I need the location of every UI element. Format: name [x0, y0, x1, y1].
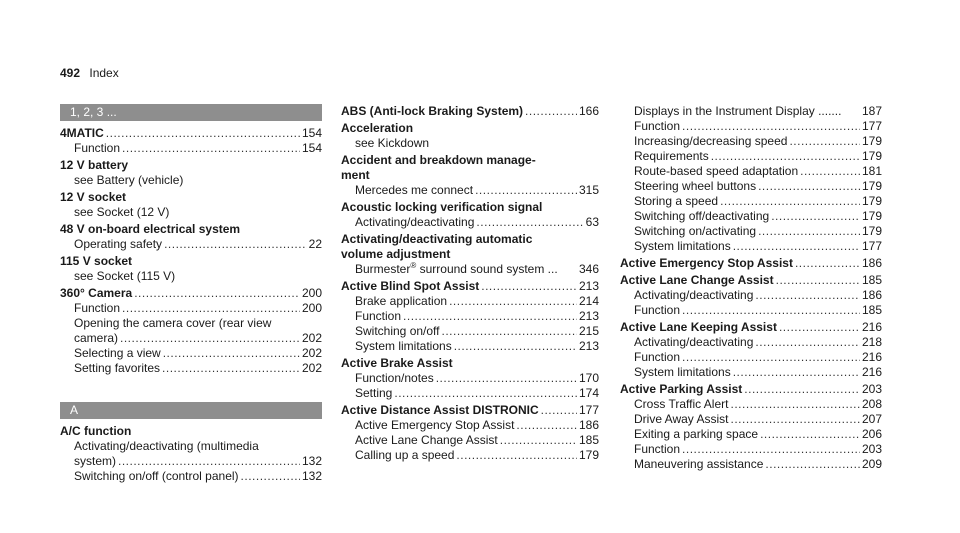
sub-entry-cont: camera) [74, 331, 119, 345]
entry-heading: 12 V battery [60, 158, 129, 172]
sub-entry: Cross Traffic Alert [634, 397, 729, 411]
entry-heading-cont: ment [341, 168, 370, 182]
page-ref[interactable]: 213 [578, 309, 599, 323]
page-ref[interactable]: 207 [861, 412, 882, 426]
entry-heading: 360° Camera [60, 286, 133, 300]
page-ref[interactable]: 206 [861, 427, 882, 441]
sub-entry: Activating/deactivating [634, 335, 754, 349]
sub-entry: Drive Away Assist [634, 412, 729, 426]
sub-entry-brand: Burmester [355, 262, 411, 276]
index-entry-lane-change [620, 273, 882, 318]
sub-entry: Mercedes me connect [355, 183, 474, 197]
page-title: Index [89, 66, 119, 80]
index-entry-parking-assist [620, 382, 882, 472]
page-ref[interactable]: 179 [861, 209, 882, 223]
sub-entry-rest: surround sound system ... [416, 262, 558, 276]
page-ref[interactable]: 186 [578, 418, 599, 432]
index-entry-abs [341, 104, 599, 119]
index-entry-ac-function [60, 424, 322, 484]
index-entry-auto-volume [341, 232, 599, 277]
index-entry-emergency-stop [620, 256, 882, 271]
page-ref[interactable]: 200 [301, 301, 322, 315]
page-ref[interactable]: 213 [578, 279, 599, 293]
sub-entry: Activating/deactivating [634, 288, 754, 302]
index-entry-brake-assist [341, 356, 599, 401]
sub-entry: Maneuvering assistance [634, 457, 764, 471]
sub-entry: Switching on/off (control panel) [74, 469, 239, 483]
sub-entry: Exiting a parking space [634, 427, 759, 441]
page-ref[interactable]: 202 [301, 361, 322, 375]
page-ref[interactable]: 215 [578, 324, 599, 338]
sub-entry: Opening the camera cover (rear view [74, 316, 272, 330]
page-ref[interactable]: 187 [861, 104, 882, 118]
page-ref[interactable]: 177 [578, 403, 599, 417]
page-ref[interactable]: 185 [861, 273, 882, 287]
entry-heading: Active Blind Spot Assist [341, 279, 480, 293]
sub-entry: Function [74, 301, 121, 315]
page-ref[interactable]: 174 [578, 386, 599, 400]
page-ref[interactable]: 208 [861, 397, 882, 411]
index-entry-acoustic-locking [341, 200, 599, 230]
entry-heading: Acceleration [341, 121, 414, 135]
page-ref[interactable]: 186 [861, 256, 882, 270]
section-header-a: A [60, 402, 322, 419]
sub-entry: Steering wheel buttons [634, 179, 757, 193]
index-column-1 [60, 104, 322, 486]
sub-entry: Function [74, 141, 121, 155]
page-ref[interactable]: 132 [301, 454, 322, 468]
sub-entry: Function [634, 350, 681, 364]
index-entry-4matic [60, 126, 322, 156]
see-reference[interactable]: see Battery (vehicle) [74, 173, 184, 187]
page-ref[interactable]: 216 [861, 350, 882, 364]
entry-heading: Active Brake Assist [341, 356, 453, 370]
sub-entry-cont: system) [74, 454, 116, 468]
page-ref[interactable]: 154 [301, 141, 322, 155]
entry-heading: Active Parking Assist [620, 382, 743, 396]
index-entry-distronic [341, 403, 599, 463]
page-ref[interactable]: 346 [578, 262, 599, 276]
entry-heading: ABS (Anti-lock Braking System) [341, 104, 524, 118]
sub-entry: Selecting a view [74, 346, 161, 360]
sub-entry: Requirements [634, 149, 709, 163]
page-ref[interactable]: 170 [578, 371, 599, 385]
sub-entry: Brake application [355, 294, 448, 308]
page-ref[interactable]: 179 [578, 448, 599, 462]
see-reference[interactable]: see Socket (12 V) [74, 205, 170, 219]
page-ref[interactable]: 186 [861, 288, 882, 302]
page-ref[interactable]: 209 [861, 457, 882, 471]
index-entry-360-camera [60, 286, 322, 376]
page-ref[interactable]: 200 [301, 286, 322, 300]
section-header-numbers: 1, 2, 3 ... [60, 104, 322, 121]
index-entry-accident-breakdown [341, 153, 599, 198]
sub-entry: Switching off/deactivating [634, 209, 770, 223]
page-ref[interactable]: 166 [578, 104, 599, 118]
entry-heading: Accident and breakdown manage- [341, 153, 536, 167]
sub-entry: Activating/deactivating [355, 215, 475, 229]
entry-heading: Acoustic locking verification signal [341, 200, 543, 214]
entry-heading: 115 V socket [60, 254, 133, 268]
entry-heading: A/C function [60, 424, 132, 438]
index-entry-distronic-cont [620, 104, 882, 254]
sub-entry [355, 262, 558, 277]
page-ref[interactable]: 179 [861, 224, 882, 238]
page-number: 492 [60, 66, 81, 80]
index-column-3 [620, 104, 882, 474]
index-entry-12v-socket [60, 190, 322, 220]
index-entry-lane-keeping [620, 320, 882, 380]
page-ref[interactable]: 213 [578, 339, 599, 353]
sub-entry: Activating/deactivating (multimedia [74, 439, 259, 453]
entry-heading-cont: volume adjustment [341, 247, 451, 261]
page-ref[interactable]: 63 [585, 215, 599, 229]
sub-entry: Setting favorites [74, 361, 161, 375]
index-entry-blind-spot [341, 279, 599, 354]
sub-entry: Function/notes [355, 371, 434, 385]
page-ref[interactable]: 181 [861, 164, 882, 178]
sub-entry: Active Lane Change Assist [355, 433, 498, 447]
page-ref[interactable]: 22 [308, 237, 322, 251]
page-ref[interactable]: 216 [861, 320, 882, 334]
page-ref[interactable]: 179 [861, 149, 882, 163]
sub-entry: Increasing/decreasing speed [634, 134, 788, 148]
entry-heading: Active Distance Assist DISTRONIC [341, 403, 539, 417]
entry-heading: Activating/deactivating automatic [341, 232, 533, 246]
sub-entry: Switching on/off [355, 324, 440, 338]
entry-heading: 48 V on-board electrical system [60, 222, 241, 236]
page-ref[interactable]: 214 [578, 294, 599, 308]
see-reference[interactable]: see Socket (115 V) [74, 269, 176, 283]
page-ref[interactable]: 203 [861, 442, 882, 456]
sub-entry: Function [634, 442, 681, 456]
see-reference[interactable]: see Kickdown [355, 136, 430, 150]
page-ref[interactable]: 185 [578, 433, 599, 447]
sub-entry: Function [634, 303, 681, 317]
index-entry-48v [60, 222, 322, 252]
sub-entry: Calling up a speed [355, 448, 455, 462]
entry-heading: 12 V socket [60, 190, 127, 204]
sub-entry: Storing a speed [634, 194, 719, 208]
index-column-2 [341, 104, 599, 465]
page-ref[interactable]: 177 [861, 239, 882, 253]
page-ref[interactable]: 179 [861, 134, 882, 148]
page-ref[interactable]: 202 [301, 346, 322, 360]
registered-mark: ® [410, 261, 417, 270]
index-entry-115v-socket [60, 254, 322, 284]
page-ref[interactable]: 177 [861, 119, 882, 133]
page-ref[interactable]: 202 [301, 331, 322, 345]
sub-entry: Setting [355, 386, 393, 400]
page-ref[interactable]: 185 [861, 303, 882, 317]
index-entry-acceleration [341, 121, 599, 151]
page-ref[interactable]: 154 [301, 126, 322, 140]
sub-entry: Operating safety [74, 237, 163, 251]
sub-entry: Displays in the Instrument Display ....... [634, 104, 842, 118]
page-ref[interactable]: 203 [861, 382, 882, 396]
sub-entry: System limitations [355, 339, 452, 353]
sub-entry: Route-based speed adaptation [634, 164, 799, 178]
entry-heading: Active Lane Keeping Assist [620, 320, 777, 334]
sub-entry: Function [355, 309, 402, 323]
entry-heading: Active Lane Change Assist [620, 273, 774, 287]
page-ref[interactable]: 132 [301, 469, 322, 483]
sub-entry: Function [634, 119, 681, 133]
sub-entry: Switching on/activating [634, 224, 757, 238]
page-ref[interactable]: 315 [578, 183, 599, 197]
page-ref[interactable]: 218 [861, 335, 882, 349]
index-entry-12v-battery [60, 158, 322, 188]
page-ref[interactable]: 216 [861, 365, 882, 379]
page-ref[interactable]: 179 [861, 179, 882, 193]
entry-heading: Active Emergency Stop Assist [620, 256, 793, 270]
sub-entry: System limitations [634, 239, 731, 253]
sub-entry: System limitations [634, 365, 731, 379]
sub-entry: Active Emergency Stop Assist [355, 418, 515, 432]
entry-heading: 4MATIC [60, 126, 104, 140]
page-ref[interactable]: 179 [861, 194, 882, 208]
page-header [60, 66, 119, 80]
